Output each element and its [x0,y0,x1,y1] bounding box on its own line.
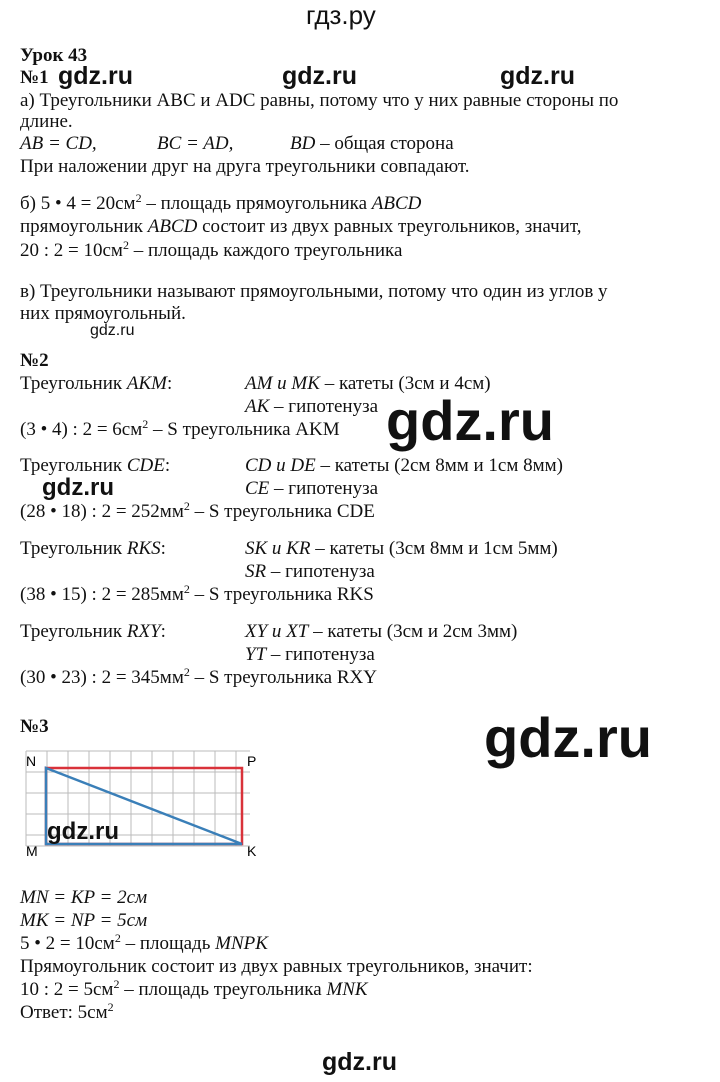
vertex-label-m: M [26,843,38,858]
task1-a-line2: длине. [20,111,73,132]
task3-line1: MN = KP = 2см [20,887,148,908]
vertex-label-p: P [247,753,257,769]
triangle-area-calc: (28 • 18) : $2 = 252мм^2 - S$ треугольника CDE [20,499,375,522]
triangle-area-calc: (38 • 15) : $2 = 285мм^2 - S$ треугольника RKS [20,582,374,605]
triangle-legs: AM и MK – катеты (3см и 4см) [245,373,491,394]
task1-eq1: AB = CD, [20,133,97,154]
task1-c-line2: них прямоугольный. [20,303,186,324]
watermark: gdz.ru [58,62,133,90]
watermark: gdz.ru [282,62,357,90]
task1-c-line1: в) Треугольники называют прямоугольными, потому что один из углов у [20,281,608,302]
watermark: gdz.ru [47,818,119,845]
triangle-legs: CD и DE – катеты (2см 8мм и 1см 8мм) [245,455,564,476]
watermark: gdz.ru [500,62,575,90]
task1-eq2: BC = AD, [157,133,234,154]
task1-number: №1 [20,67,49,88]
task3-line4: Прямоугольник состоит из двух равных треугольников, значит: [20,956,533,977]
lesson-title: Урок 43 [20,45,88,66]
triangle-label: Треугольник CDE: [20,455,171,476]
triangle-legs: XY и XT – катеты (3см и 2см 3мм) [245,621,518,642]
triangle-label: Треугольник AKM: [20,373,173,394]
watermark: gdz.ru [322,1048,397,1076]
vertex-label-n: N [26,753,37,769]
watermark: gdz.ru [42,474,114,501]
triangle-area-calc: (3 • 4) : $2 = 6см^2 - S$ треугольника AKM [20,417,340,440]
task3-answer: Ответ: $5см^2$ [20,1000,114,1023]
site-title: гдз.ру [306,0,376,30]
task1-a-line1: а) Треугольники ABC и ADC равны, потому что у них равные стороны по [20,90,619,111]
vertex-label-k: K [247,843,257,858]
watermark: gdz.ru [90,322,135,339]
task1-b-calc: б) 5 • $4 = 20см^2$ – площадь прямоугольника ABCD [20,191,422,214]
task3-line3: 5 • $2 = 10см^2$ – площадь MNPK [20,931,268,954]
triangle-hypotenuse: SR – гипотенуза [245,561,375,582]
task3-line5: 10 : $2 = 5см^2$ – площадь треугольника MNK [20,977,368,1000]
watermark: gdz.ru [484,706,652,769]
task1-b-line3: 20 : $2 = 10см^2$ – площадь каждого треугольника [20,238,403,261]
triangle-hypotenuse: YT – гипотенуза [245,644,375,665]
task1-b-line2: прямоугольник ABCD состоит из двух равных треугольников, значит, [20,216,582,237]
triangle-label: Треугольник RKS: [20,538,166,559]
task2-number: №2 [20,350,49,371]
triangle-hypotenuse: AK – гипотенуза [245,396,379,417]
triangle-label: Треугольник RXY: [20,621,166,642]
task3-number: №3 [20,716,49,737]
watermark: gdz.ru [386,389,554,452]
task3-line2: MK = NP = 5см [20,910,148,931]
task1-a-conclusion: При наложении друг на друга треугольники совпадают. [20,156,470,177]
triangle-area-calc: (30 • 23) : $2 = 345мм^2 - S$ треугольника RXY [20,665,377,688]
task1-eq3: BD – общая сторона [290,133,454,154]
triangle-hypotenuse: CE – гипотенуза [245,478,379,499]
triangle-legs: SK и KR – катеты (3см 8мм и 1см 5мм) [245,538,558,559]
